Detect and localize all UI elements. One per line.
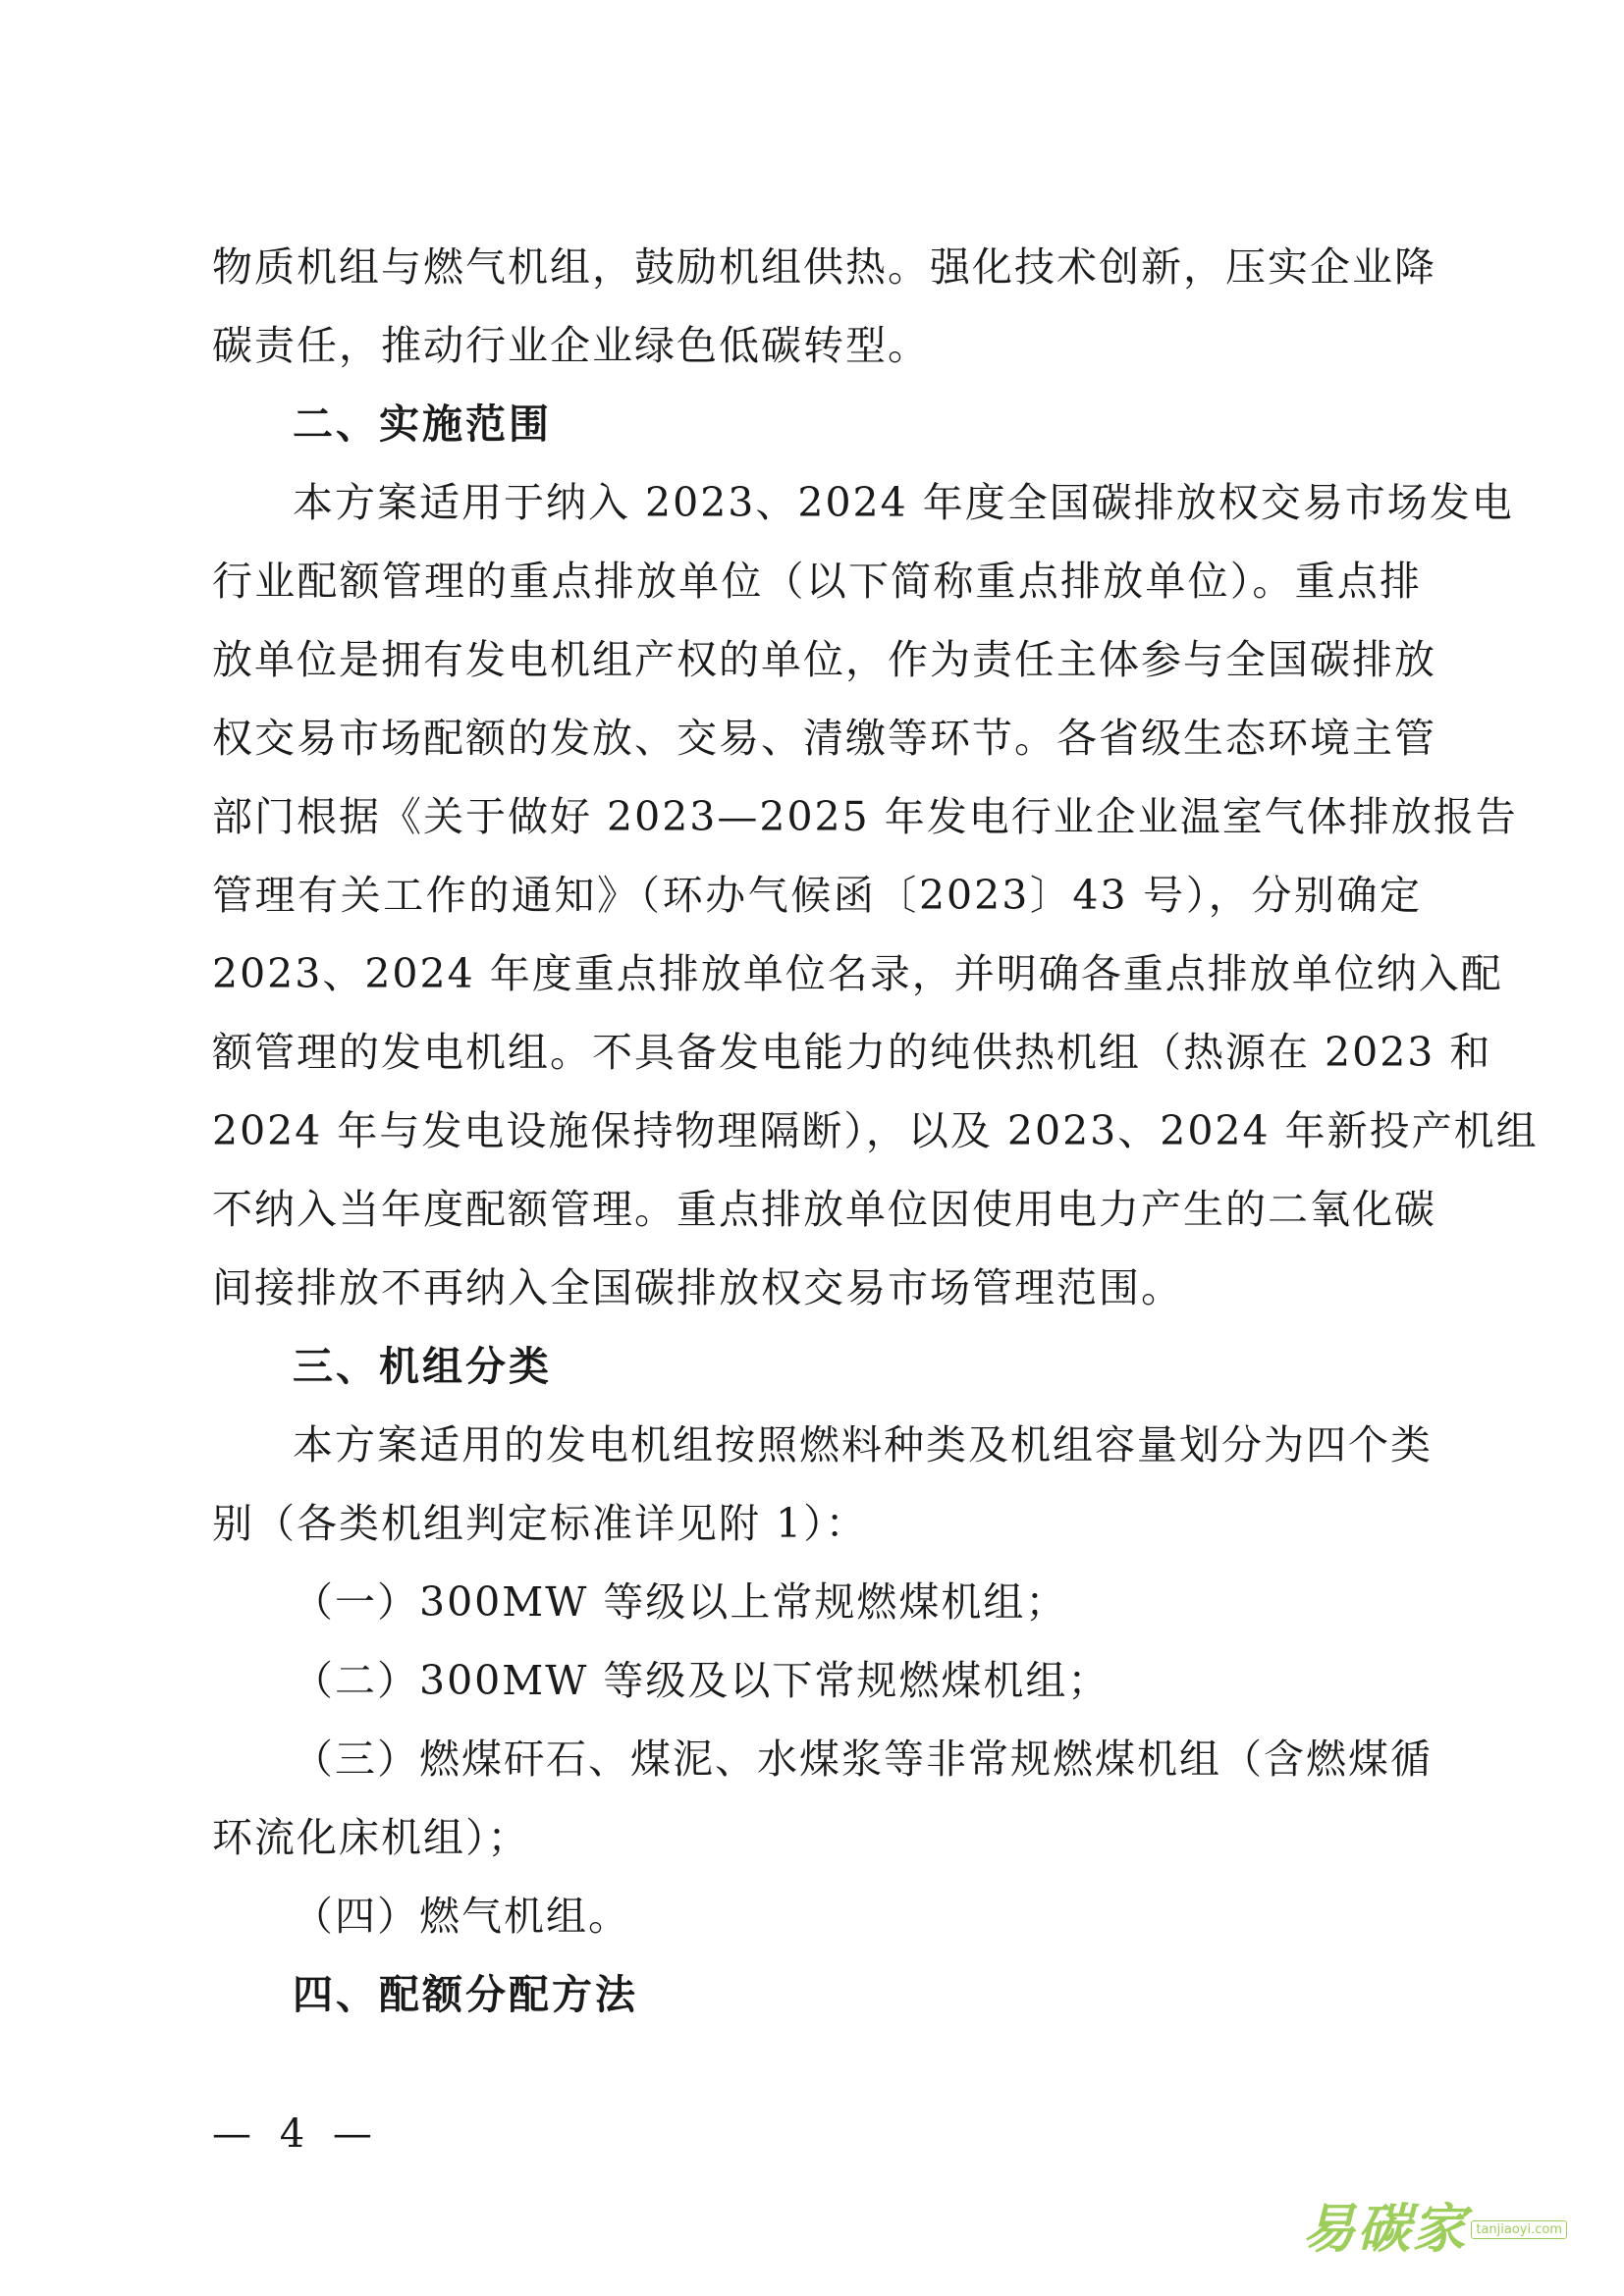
- paragraph-line: 碳责任，推动行业企业绿色低碳转型。: [212, 322, 930, 369]
- paragraph-line: 本方案适用于纳入 2023、2024 年度全国碳排放权交易市场发电: [293, 479, 1514, 526]
- paragraph-line: 管理有关工作的通知》（环办气候函〔2023〕43 号），分别确定: [212, 872, 1422, 919]
- paragraph-line: 别（各类机组判定标准详见附 1）：: [212, 1500, 868, 1547]
- page-number: — 4 —: [212, 2111, 380, 2157]
- section-heading: 三、机组分类: [293, 1343, 552, 1390]
- paragraph-line: 放单位是拥有发电机组产权的单位，作为责任主体参与全国碳排放: [212, 636, 1436, 683]
- watermark: [1302, 2187, 1567, 2263]
- list-item: （四）燃气机组。: [293, 1893, 630, 1940]
- paragraph-line: 行业配额管理的重点排放单位（以下简称重点排放单位）。重点排: [212, 558, 1422, 605]
- paragraph-line: 2023、2024 年度重点排放单位名录，并明确各重点排放单位纳入配: [212, 950, 1503, 997]
- paragraph-line: 间接排放不再纳入全国碳排放权交易市场管理范围。: [212, 1264, 1183, 1311]
- list-item: （一）300MW 等级以上常规燃煤机组；: [293, 1578, 1068, 1626]
- section-heading: 四、配额分配方法: [293, 1971, 638, 2018]
- watermark-logo: 易碳家: [1302, 2198, 1468, 2260]
- list-item-continuation: 环流化床机组）；: [212, 1814, 530, 1861]
- paragraph-line: 额管理的发电机组。不具备发电能力的纯供热机组（热源在 2023 和: [212, 1029, 1492, 1076]
- paragraph-line: 物质机组与燃气机组，鼓励机组供热。强化技术创新，压实企业降: [212, 243, 1436, 291]
- watermark-url: tanjiaoyi.com: [1471, 2220, 1567, 2239]
- paragraph-line: 2024 年与发电设施保持物理隔断），以及 2023、2024 年新投产机组: [212, 1107, 1539, 1154]
- paragraph-line: 部门根据《关于做好 2023—2025 年发电行业企业温室气体排放报告: [212, 793, 1518, 840]
- paragraph-line: 权交易市场配额的发放、交易、清缴等环节。各省级生态环境主管: [212, 715, 1436, 762]
- paragraph-line: 不纳入当年度配额管理。重点排放单位因使用电力产生的二氧化碳: [212, 1186, 1436, 1233]
- list-item: （二）300MW 等级及以下常规燃煤机组；: [293, 1657, 1110, 1704]
- section-heading: 二、实施范围: [293, 400, 552, 448]
- list-item: （三）燃煤矸石、煤泥、水煤浆等非常规燃煤机组（含燃煤循: [293, 1735, 1433, 1783]
- paragraph-line: 本方案适用的发电机组按照燃料种类及机组容量划分为四个类: [293, 1421, 1433, 1468]
